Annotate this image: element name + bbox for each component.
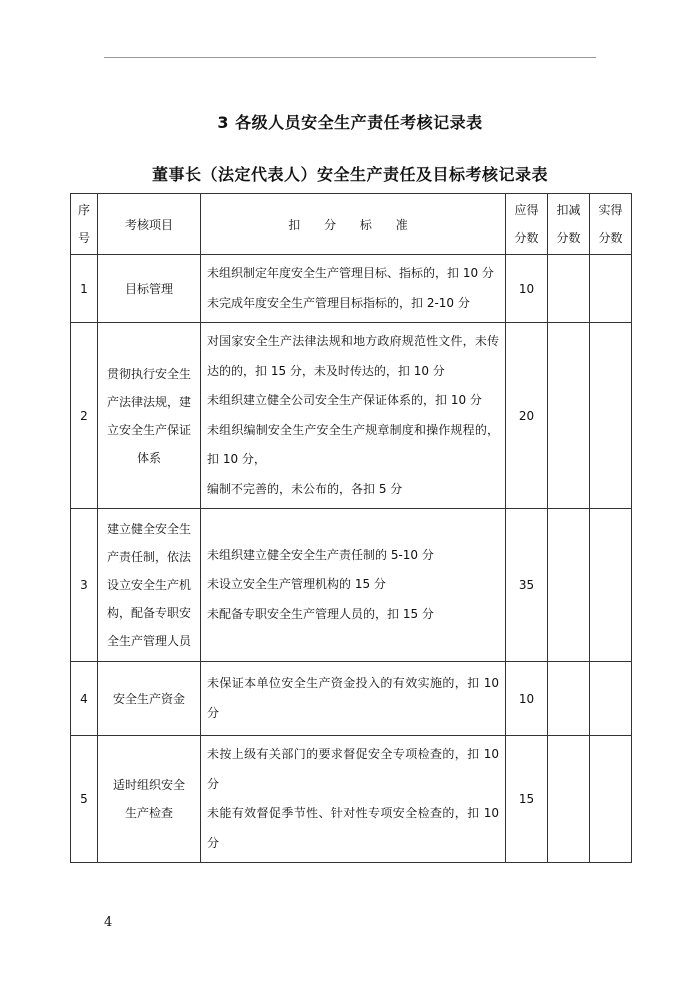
criteria-line: 未组织制定年度安全生产管理目标、指标的，扣 10 分 [207,266,494,280]
row-actual-points [590,323,632,509]
row-criteria [201,255,506,323]
row-seq: 1 [71,255,98,323]
row-due-points: 10 [506,662,548,736]
row-deducted-points [548,255,590,323]
row-due-points: 10 [506,255,548,323]
row-criteria [201,662,506,736]
criteria-line: 编制不完善的，未公布的，各扣 5 分 [207,481,403,496]
criteria-line: 未配备专职安全生产管理人员的，扣 15 分 [207,606,434,621]
header-criteria: 扣 分 标 准 [201,194,506,255]
table-title: 董事长（法定代表人）安全生产责任及目标考核记录表 [151,165,548,184]
row-seq: 3 [71,509,98,662]
header-rule [104,57,596,58]
assessment-table [70,193,632,863]
header-seq: 序 号 [71,194,98,255]
row-seq: 4 [71,662,98,736]
row-due-points: 35 [506,509,548,662]
section-title: 3 各级人员安全生产责任考核记录表 [217,113,483,132]
header-item: 考核项目 [98,194,201,255]
row-deducted-points [548,736,590,863]
table-header-row [71,194,632,255]
criteria-line: 未保证本单位安全生产资金投入的有效实施的，扣 10 分 [207,676,499,720]
row-deducted-points [548,662,590,736]
criteria-line: 未完成年度安全生产管理目标指标的，扣 2-10 分 [207,295,470,310]
criteria-line: 未组织编制安全生产安全生产规章制度和操作规程的，扣 10 分， [207,422,499,466]
table-row [71,509,632,662]
header-due-points: 应得 分数 [506,194,548,255]
criteria-line: 未设立安全生产管理机构的 15 分 [207,577,386,592]
row-item: 适时组织安全生产检查 [98,736,201,863]
criteria-line: 未能有效督促季节性、针对性专项安全检查的，扣 10 分 [207,806,499,850]
table-row [71,662,632,736]
header-deducted-points: 扣减 分数 [548,194,590,255]
row-seq: 5 [71,736,98,863]
criteria-line: 对国家安全生产法律法规和地方政府规范性文件，未传达的的，扣 15 分，未及时传达的，扣 10 分 [207,334,499,378]
row-criteria [201,509,506,662]
row-item: 安全生产资金 [98,662,201,736]
row-item: 贯彻执行安全生产法律法规，建立安全生产保证体系 [98,323,201,509]
row-actual-points [590,662,632,736]
table-row [71,736,632,863]
header-actual-points: 实得 分数 [590,194,632,255]
row-due-points: 15 [506,736,548,863]
row-item: 建立健全安全生产责任制，依法设立安全生产机构，配备专职安全生产管理人员 [98,509,201,662]
row-criteria [201,323,506,509]
criteria-line: 未按上级有关部门的要求督促安全专项检查的，扣 10 分 [207,747,499,791]
page-number: 4 [104,915,113,930]
row-criteria [201,736,506,863]
row-item: 目标管理 [98,255,201,323]
criteria-line: 未组织建立健全公司安全生产保证体系的，扣 10 分 [207,393,482,407]
table-row [71,255,632,323]
row-due-points: 20 [506,323,548,509]
table-row [71,323,632,509]
row-deducted-points [548,323,590,509]
row-actual-points [590,255,632,323]
row-seq: 2 [71,323,98,509]
criteria-line: 未组织建立健全安全生产责任制的 5-10 分 [207,547,434,562]
row-actual-points [590,509,632,662]
row-actual-points [590,736,632,863]
row-deducted-points [548,509,590,662]
